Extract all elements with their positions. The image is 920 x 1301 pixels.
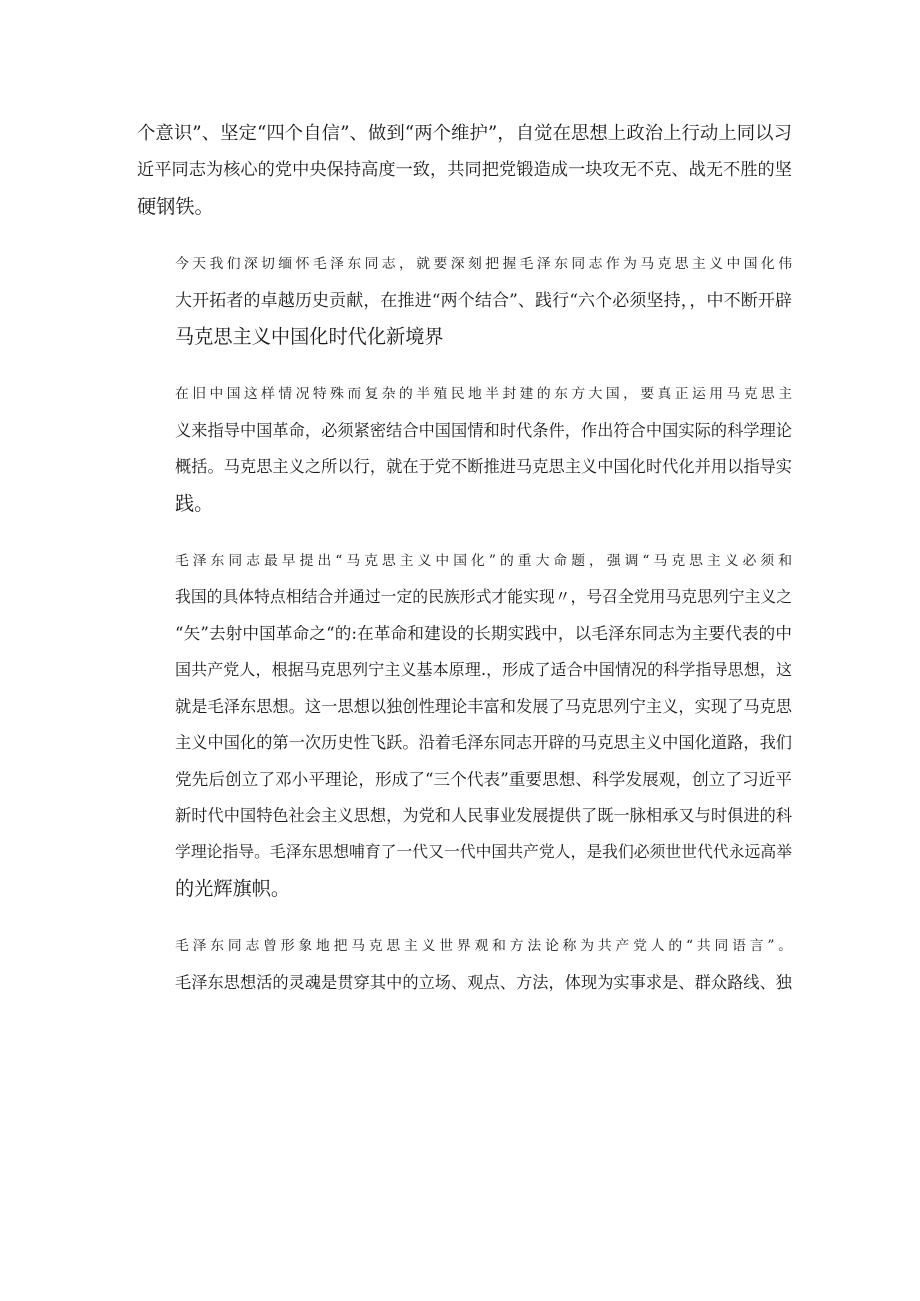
text-line: 国共产党人，根据马克思列宁主义基本原理.，形成了适合中国情况的科学指导思想，这 (175, 660, 792, 680)
text-line: 就是毛泽东思想。这一思想以独创性理论丰富和发展了马克思列宁主义，实现了马克思 (175, 696, 792, 716)
document-body (137, 116, 792, 1022)
text-line: 个意识”、坚定“四个自信”、做到“两个维护”，自觉在思想上政治上行动上同以习 (137, 123, 792, 144)
text-line: 我国的具体特点相结合并通过一定的民族形式才能实现〃，号召全党用马克思列宁主义之 (175, 587, 792, 607)
text-line: 在旧中国这样情况特殊而复杂的半殖民地半封建的东方大国，要真正运用马克思主 (175, 386, 792, 403)
text-line: 毛泽东同志曾形象地把马克思主义世界观和方法论称为共产党人的“共同语言”。 (175, 938, 792, 955)
text-line: 学理论指导。毛泽东思想哺育了一代又一代中国共产党人，是我们必须世世代代永远高举 (175, 842, 792, 862)
text-line: 今天我们深切缅怀毛泽东同志，就要深刻把握毛泽东同志作为马克思主义中国化伟 (175, 256, 792, 273)
text-line: 毛泽东同志最早提出“马克思主义中国化”的重大命题，强调“马克思主义必须和 (175, 553, 792, 570)
text-line: 党先后创立了邓小平理论，形成了“三个代表”重要思想、科学发展观，创立了习近平 (175, 769, 792, 789)
paragraph (137, 246, 792, 355)
text-line: 概括。马克思主义之所以行，就在于党不断推进马克思主义中国化时代化并用以指导实 (175, 457, 792, 477)
text-line: 马克思主义中国化时代化新境界 (175, 325, 444, 349)
text-line: 践。 (175, 491, 214, 515)
text-line: 的光辉旗帜。 (175, 876, 291, 900)
text-line: 毛泽东思想活的灵魂是贯穿其中的立场、观点、方法，体现为实事求是、群众路线、独 (175, 972, 792, 992)
text-line: 大开拓者的卓越历史贡献，在推进“两个结合”、践行“六个必须坚持，，中不断开辟 (175, 290, 792, 311)
paragraph (137, 116, 792, 225)
text-line: 近平同志为核心的党中央保持高度一致，共同把党锻造成一块攻无不克、战无不胜的坚 (137, 160, 792, 181)
text-line: 新时代中国特色社会主义思想，为党和人民事业发展提供了既一脉相承又与时俱进的科 (175, 805, 792, 825)
text-line: “矢”去射中国革命之“的:在革命和建设的长期实践中，以毛泽东同志为主要代表的中 (175, 623, 792, 643)
text-line: 主义中国化的第一次历史性飞跃。沿着毛泽东同志开辟的马克思主义中国化道路，我们 (175, 733, 792, 753)
paragraph (137, 928, 792, 1001)
paragraph (137, 543, 792, 907)
text-line: 义来指导中国革命，必须紧密结合中国国情和时代条件，作出符合中国实际的科学理论 (175, 420, 792, 440)
paragraph (137, 376, 792, 522)
text-line: 硬钢铁。 (137, 194, 214, 218)
